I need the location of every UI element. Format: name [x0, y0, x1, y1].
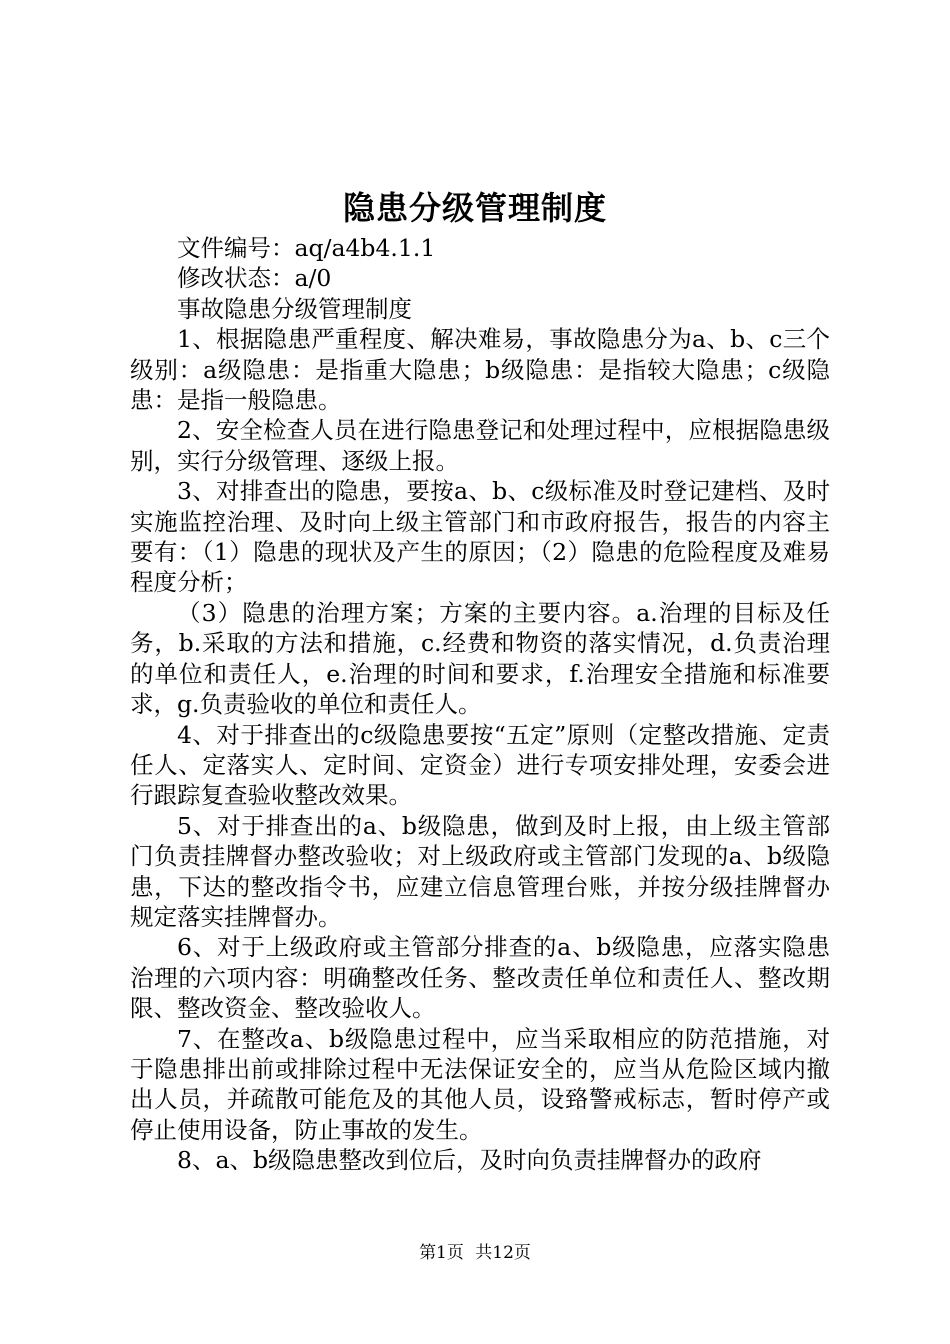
revision-status: 修改状态：a/0 [177, 264, 332, 293]
document-subtitle: 事故隐患分级管理制度 [177, 294, 412, 323]
document-title: 隐患分级管理制度 [342, 189, 607, 227]
paragraph-3-continued: （3）隐患的治理方案；方案的主要内容。a.治理的目标及任务，b.采取的方法和措施，c.经费和物资的落实情况，d.负责治理的单位和责任人，e.治理的时间和要求，f.治理安全措施和标准要求，g.负责验收的单位和责任人。 [130, 598, 830, 719]
paragraph-4: 4、对于排查出的c级隐患要按“五定”原则（定整改措施、定责任人、定落实人、定时间、定资金）进行专项安排处理，安委会进行跟踪复查验收整改效果。 [130, 720, 830, 810]
paragraph-5: 5、对于排查出的a、b级隐患，做到及时上报，由上级主管部门负责挂牌督办整改验收；对上级政府或主管部门发现的a、b级隐患，下达的整改指令书，应建立信息管理台账，并按分级挂牌督办规定落实挂牌督办。 [130, 811, 830, 931]
paragraph-1: 1、根据隐患严重程度、解决难易，事故隐患分为a、b、c三个级别：a级隐患：是指重大隐患；b级隐患：是指较大隐患；c级隐患：是指一般隐患。 [130, 325, 830, 415]
page-total: 共12页 [475, 1243, 531, 1263]
paragraph-8: 8、a、b级隐患整改到位后，及时向负责挂牌督办的政府 [177, 1146, 762, 1175]
file-number: 文件编号：aq/a4b4.1.1 [177, 234, 436, 262]
paragraph-6: 6、对于上级政府或主管部分排查的a、b级隐患，应落实隐患治理的六项内容：明确整改任务、整改责任单位和责任人、整改期限、整改资金、整改验收人。 [130, 933, 830, 1023]
paragraph-2: 2、安全检查人员在进行隐患登记和处理过程中，应根据隐患级别，实行分级管理、逐级上报。 [130, 416, 830, 475]
page-footer [0, 1241, 950, 1265]
document-body [130, 233, 830, 1176]
paragraph-7: 7、在整改a、b级隐患过程中，应当采取相应的防范措施，对于隐患排出前或排除过程中无法保证安全的，应当从危险区域内撤出人员，并疏散可能危及的其他人员，设臵警戒标志，暂时停产或停止使用设备，防止事故的发生。 [130, 1024, 830, 1144]
page-number: 第1页 [419, 1243, 464, 1263]
paragraph-3: 3、对排查出的隐患，要按a、b、c级标准及时登记建档、及时实施监控治理、及时向上级主管部门和市政府报告，报告的内容主要有：（1）隐患的现状及产生的原因；（2）隐患的危险程度及难易程度分析； [130, 477, 830, 597]
